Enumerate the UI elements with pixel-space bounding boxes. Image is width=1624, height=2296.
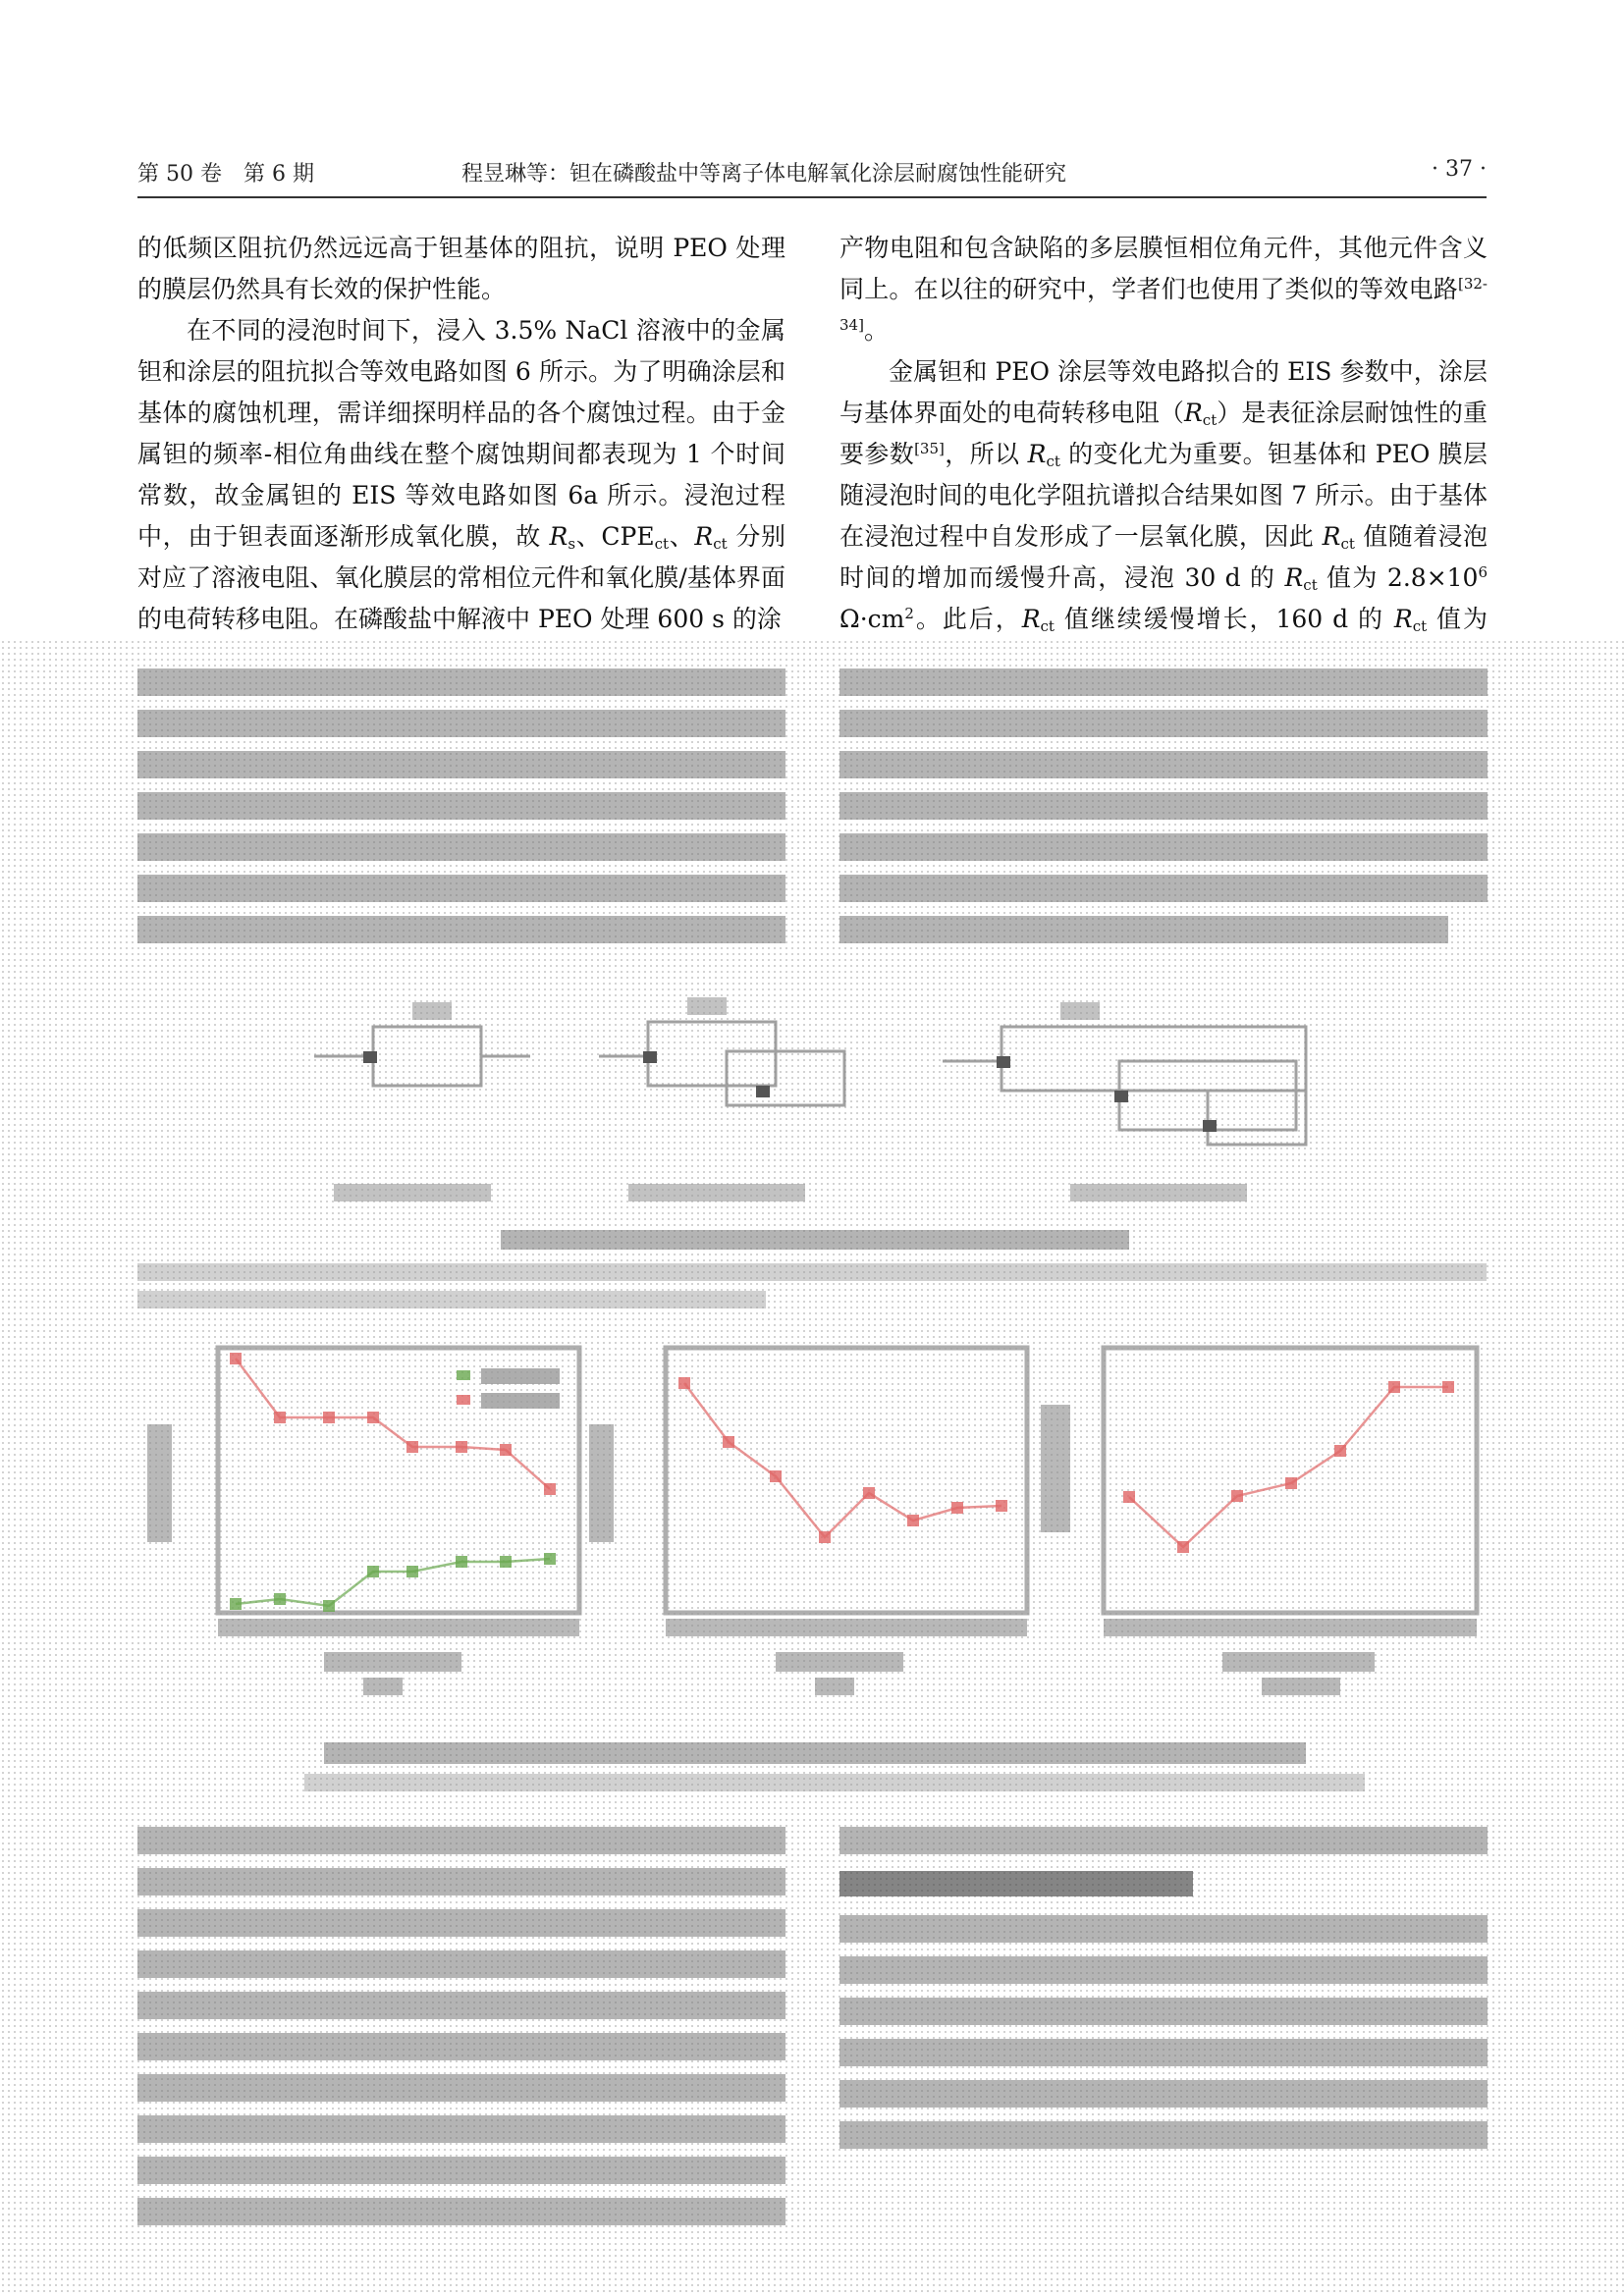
symbol-cpe-sub: ct [654, 535, 670, 553]
blurred-text-line [839, 2080, 1488, 2108]
right-p2-j: 值为 [1436, 605, 1488, 633]
exp-6-a: 6 [1478, 563, 1488, 581]
blurred-text-line [839, 1915, 1488, 1943]
right-paragraph-1-b: 。 [863, 316, 889, 345]
right-paragraph-1-a: 产物电阻和包含缺陷的多层膜恒相位角元件，其他元件含义同上。在以往的研究中，学者们也使用了类似的等效电路 [839, 234, 1488, 303]
figure-7-caption-line [324, 1742, 1306, 1764]
blurred-text-line [137, 2115, 785, 2143]
blurred-section-heading [839, 1871, 1193, 1896]
left-column-clip [137, 228, 785, 634]
blurred-text-line [137, 1992, 785, 2019]
volume-issue: 第 50 卷 第 6 期 [137, 162, 314, 187]
right-p2-e: 值随着浸泡时间的增加而缓慢升高，浸泡 30 d 的 [839, 522, 1489, 592]
blurred-text-line [839, 1998, 1488, 2025]
left-sep-2: 、 [669, 522, 695, 551]
blurred-text-line [137, 2074, 785, 2102]
symbol-rs-sub: s [568, 535, 576, 553]
figure-7-caption-line [304, 1774, 1365, 1791]
symbol-r-3-sub: ct [1340, 535, 1355, 553]
symbol-r-2: R [1027, 440, 1047, 468]
symbol-r-5: R [1021, 605, 1041, 633]
blurred-text-line [137, 2157, 785, 2184]
blurred-text-line [839, 2039, 1488, 2066]
blurred-text-line [137, 1827, 785, 1854]
blurred-text-line [137, 1868, 785, 1896]
right-p2-b: ）是表征涂层耐蚀性的重要参数 [839, 399, 1488, 468]
symbol-r-6: R [1393, 605, 1413, 633]
blurred-text-line [137, 2198, 785, 2225]
right-paragraph-1 [839, 228, 1488, 351]
running-header [137, 157, 1487, 192]
right-p2-g: Ω·cm [839, 605, 905, 633]
page-number: · 37 · [1432, 157, 1487, 182]
left-paragraph-1: 的低频区阻抗仍然远远高于钽基体的阻抗，说明 PEO 处理的膜层仍然具有长效的保护性能。 [137, 234, 785, 303]
right-p2-d: 的变化尤为重要。钽基体和 PEO 膜层随浸泡时间的电化学阻抗谱拟合结果如图 7 所示。由于基体在浸泡过程中自发形成了一层氧化膜，因此 [839, 440, 1488, 551]
blurred-text-line [137, 1950, 785, 1978]
symbol-r-4-sub: ct [1303, 576, 1318, 594]
left-sep-1: 、CPE [575, 522, 655, 551]
blurred-text-line [839, 1827, 1488, 1854]
left-paragraph-2-a: 在不同的浸泡时间下，浸入 3.5% NaCl 溶液中的金属钽和涂层的阻抗拟合等效电路如图 6 所示。为了明确涂层和基体的腐蚀机理，需详细探明样品的各个腐蚀过程。由于金属钽的频率-相位角曲线在整个腐蚀期间都表现为 1 个时间常数，故金属钽的 EIS 等效电路如图 6a 所示。浸泡过程中，由于钽表面逐渐形成氧化膜，故 [137, 316, 785, 551]
right-p2-f: 值为 2.8×10 [1317, 563, 1479, 592]
blurred-text-line [137, 2033, 785, 2060]
symbol-r-3: R [1322, 522, 1341, 551]
right-p2-h: 。此后， [913, 605, 1022, 633]
right-p2-i: 值继续缓慢增长，160 d 的 [1054, 605, 1394, 633]
running-title: 程昱琳等：钽在磷酸盐中等离子体电解氧化涂层耐腐蚀性能研究 [461, 162, 1067, 187]
right-column-clip [839, 228, 1488, 634]
citation-35: [35] [914, 440, 945, 457]
symbol-r-4: R [1284, 563, 1304, 592]
symbol-r-1-sub: ct [1202, 411, 1218, 429]
symbol-r-2-sub: ct [1046, 453, 1060, 470]
left-paragraph-2-b: 分别对应了溶液电阻、氧化膜层的常相位元件和氧化膜/基体界面的电荷转移电阻。在磷酸盐中解液中 PEO 处理 600 s 的涂 [137, 522, 785, 633]
header-rule [137, 196, 1487, 198]
right-p2-c: ，所以 [944, 440, 1028, 468]
symbol-rct-sub: ct [713, 535, 728, 553]
symbol-rct: R [694, 522, 714, 551]
left-paragraph-2 [137, 310, 785, 640]
symbol-rs: R [549, 522, 568, 551]
obscured-region [0, 639, 1624, 2296]
citation-32-34: [32-34] [839, 275, 1488, 334]
symbol-r-6-sub: ct [1412, 617, 1428, 635]
symbol-r-5-sub: ct [1040, 617, 1055, 635]
symbol-r-1: R [1183, 399, 1203, 427]
right-paragraph-2 [839, 351, 1488, 681]
blurred-text-line [839, 1956, 1488, 1984]
exp-2-a: 2 [904, 605, 914, 622]
blurred-text-line [839, 2121, 1488, 2149]
blurred-text-line [137, 1909, 785, 1937]
right-p2-a: 金属钽和 PEO 涂层等效电路拟合的 EIS 参数中，涂层与基体界面处的电荷转移电阻（ [839, 357, 1488, 427]
